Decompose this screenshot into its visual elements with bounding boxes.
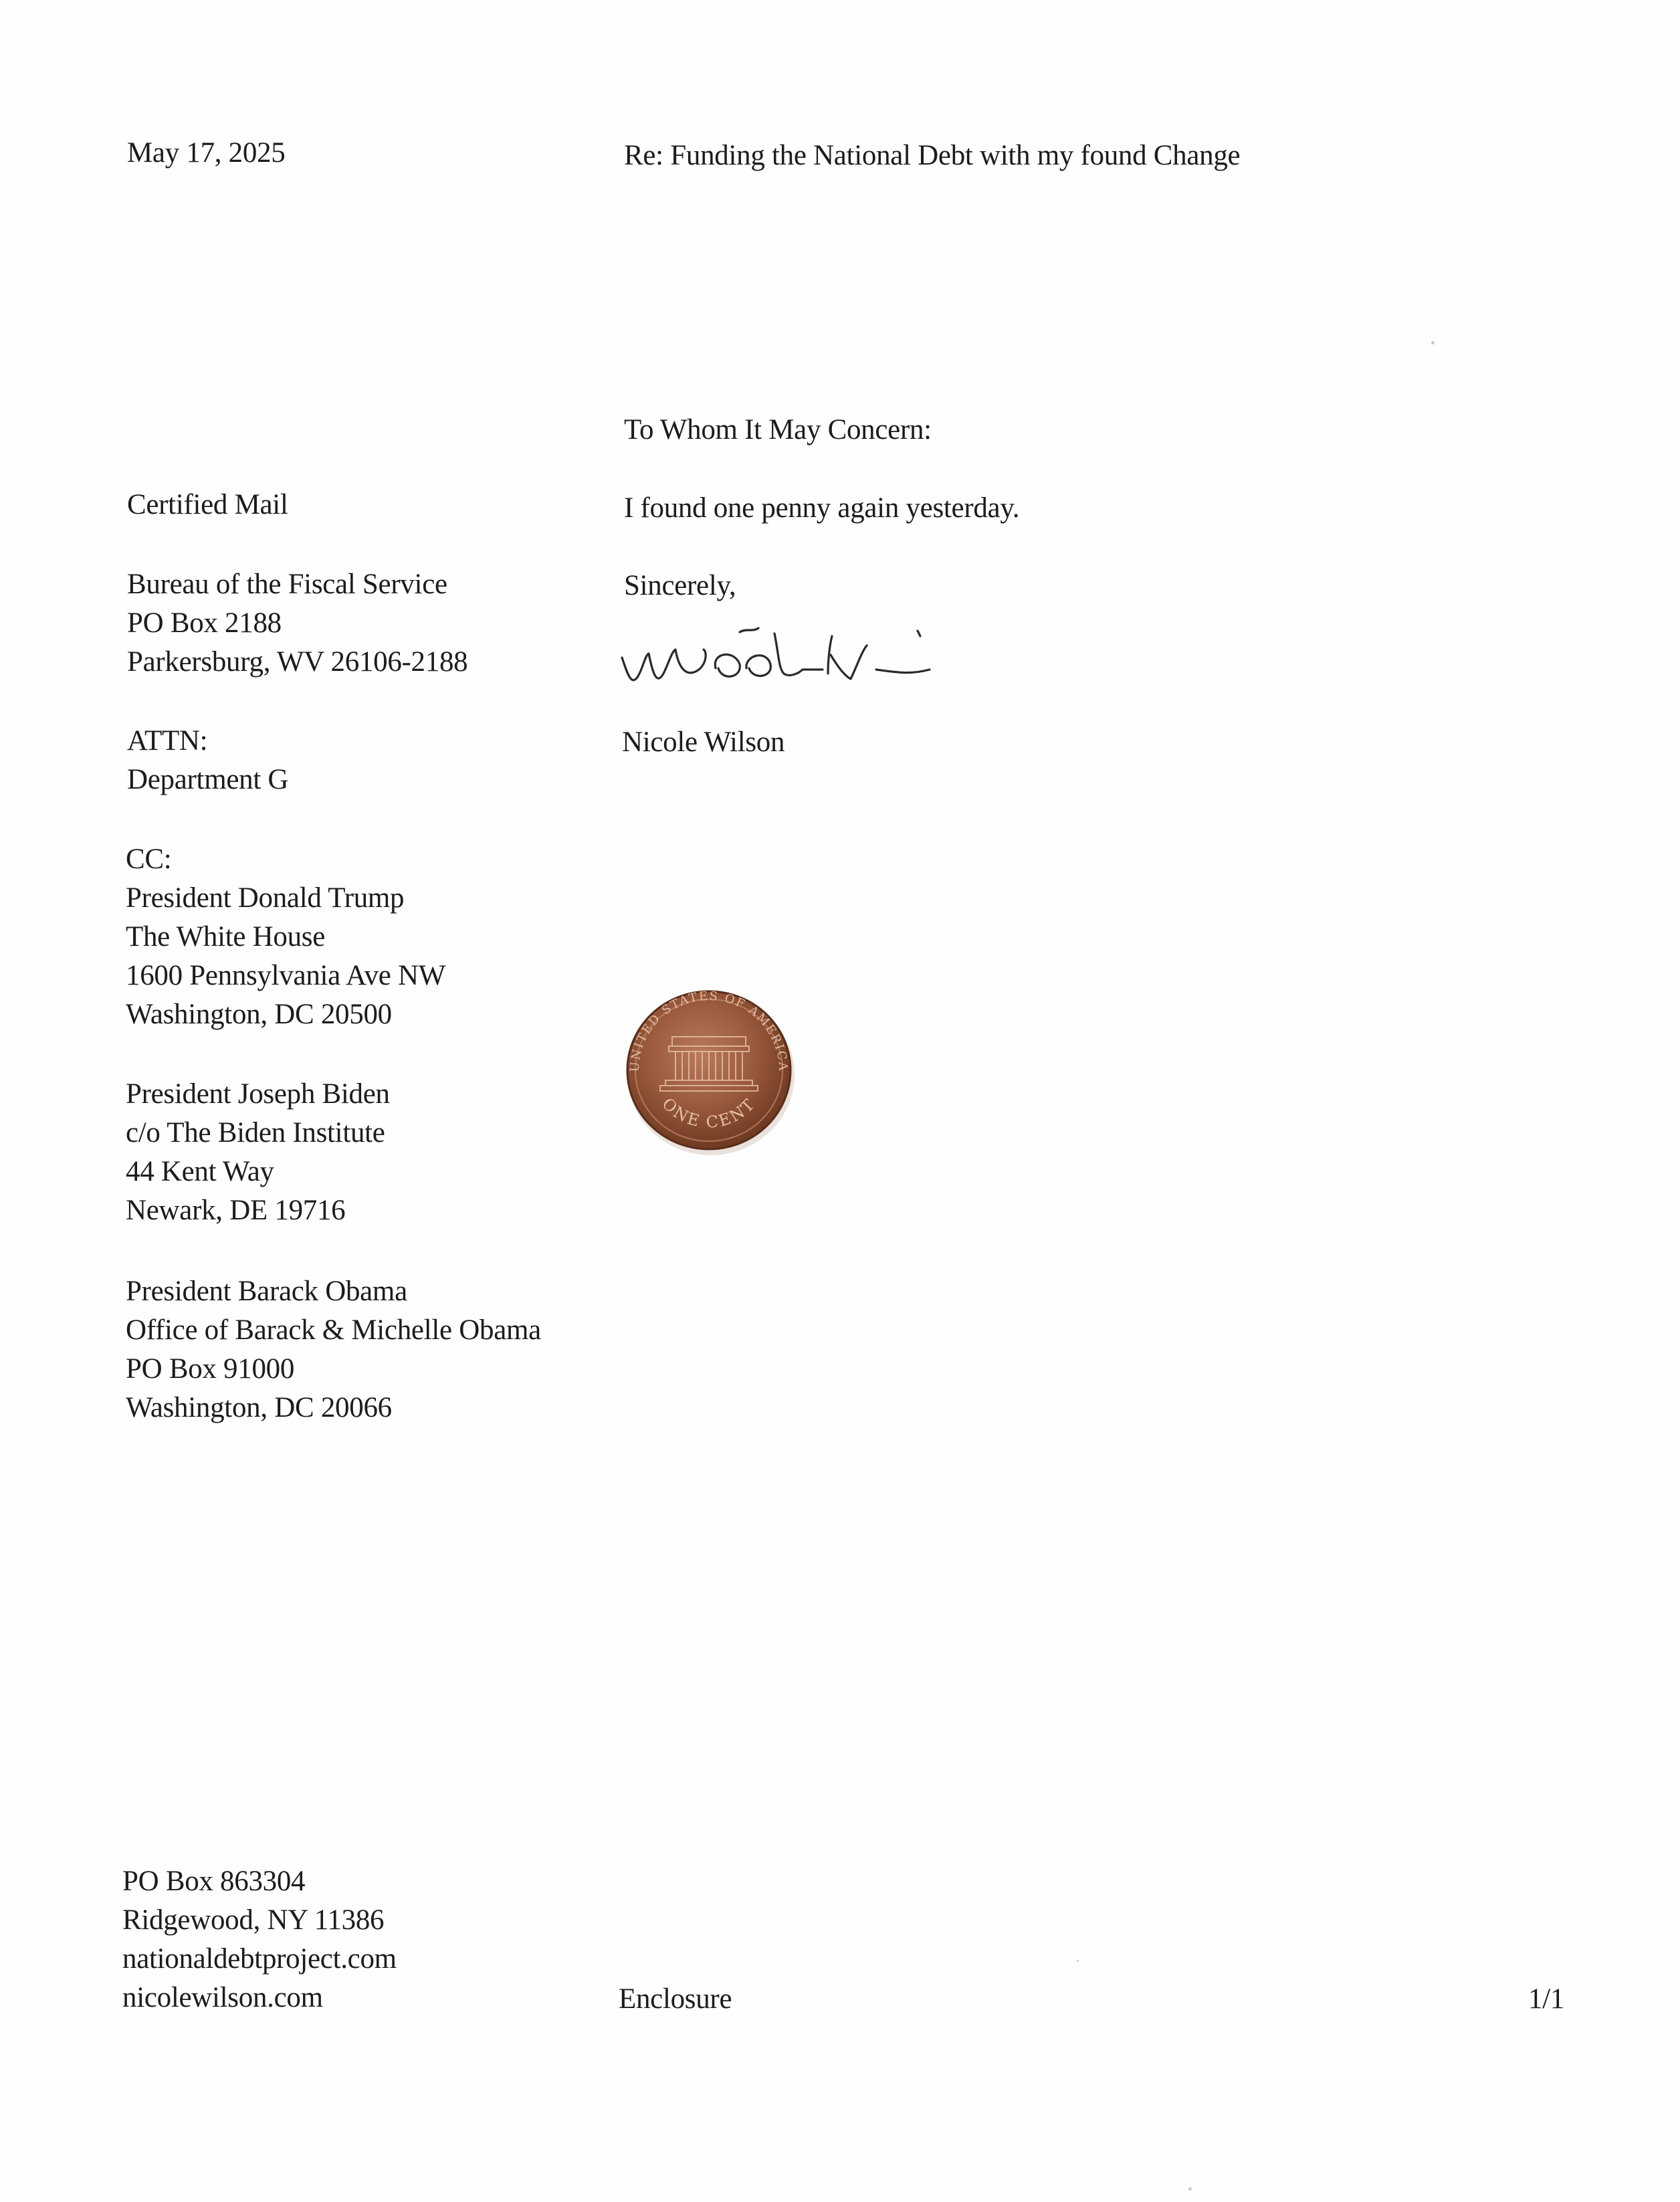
scan-speck — [1431, 341, 1435, 344]
cc-block — [126, 840, 445, 1034]
attn-block — [127, 722, 288, 799]
cc-line: 1600 Pennsylvania Ave NW — [126, 960, 446, 991]
letter-body: I found one penny again yesterday. — [624, 492, 1020, 524]
svg-text:UNITED STATES OF AMERICA: UNITED STATES OF AMERICA — [627, 989, 791, 1073]
scan-speck — [1188, 2187, 1192, 2191]
attn-value: Department G — [127, 764, 289, 795]
website-text: nicolewilson.com — [122, 1982, 323, 2013]
penny-coin-image — [612, 973, 806, 1164]
page-number: 1/1 — [1528, 1983, 1565, 2015]
enclosure-note: Enclosure — [619, 1983, 732, 2015]
attn-label: ATTN: — [127, 725, 208, 757]
return-address-line: Ridgewood, NY 11386 — [122, 1904, 385, 1936]
cc-line: c/o The Biden Institute — [126, 1117, 385, 1148]
cc-line: PO Box 91000 — [126, 1353, 295, 1385]
salutation: To Whom It May Concern: — [624, 414, 932, 445]
cc-entry — [126, 1075, 390, 1230]
return-address-line: PO Box 863304 — [122, 1866, 306, 1897]
recipient-line: PO Box 2188 — [127, 607, 282, 639]
mail-type: Certified Mail — [127, 489, 288, 520]
cc-line: Washington, DC 20066 — [126, 1392, 392, 1423]
cc-line: Office of Barack & Michelle Obama — [126, 1314, 541, 1346]
recipient-name: Bureau of the Fiscal Service — [127, 569, 447, 600]
website-text: nationaldebtproject.com — [122, 1943, 397, 1975]
cc-name: President Donald Trump — [126, 882, 405, 914]
recipient-line: Parkersburg, WV 26106-2188 — [127, 646, 468, 678]
cc-line: Washington, DC 20500 — [126, 999, 392, 1030]
cc-name: President Joseph Biden — [126, 1078, 390, 1110]
svg-text:ONE CENT: ONE CENT — [658, 1094, 760, 1132]
closing: Sincerely, — [624, 570, 736, 601]
letter-date: May 17, 2025 — [127, 137, 286, 169]
cc-line: Newark, DE 19716 — [126, 1195, 346, 1226]
cc-label: CC: — [126, 843, 172, 875]
cc-name: President Barack Obama — [126, 1276, 407, 1307]
recipient-address — [127, 565, 467, 682]
cc-line: The White House — [126, 921, 326, 953]
signer-name: Nicole Wilson — [622, 726, 785, 758]
handwritten-signature — [615, 612, 970, 699]
cc-entry — [126, 1272, 541, 1427]
scan-speck — [1077, 1960, 1079, 1962]
cc-line: 44 Kent Way — [126, 1156, 274, 1187]
return-address — [122, 1862, 397, 2017]
letter-subject: Re: Funding the National Debt with my found Change — [624, 140, 1241, 171]
